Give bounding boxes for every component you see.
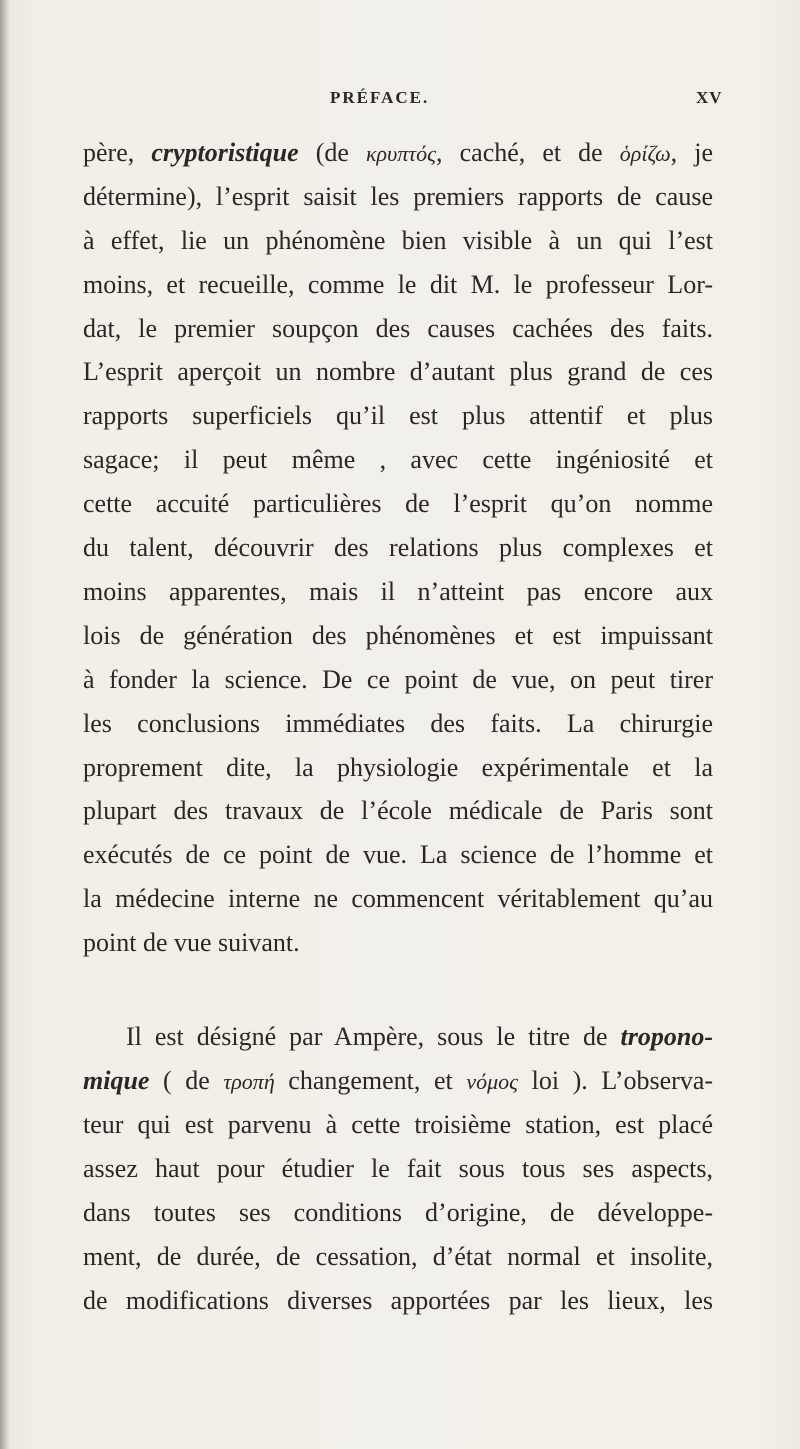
text-run: , caché, et de: [436, 138, 620, 167]
text-line: [83, 525, 713, 571]
text-run: loi ). L’observa-: [518, 1066, 714, 1095]
text-run: ment, de durée, de cessation, d’état normal et insolite,: [83, 1242, 713, 1271]
text-line: [83, 1102, 713, 1148]
text-line: [83, 349, 713, 395]
text-run: ( de: [149, 1066, 224, 1095]
text-line: [83, 262, 713, 308]
greek-word: τροπή: [223, 1069, 275, 1094]
text-run: L’esprit aperçoit un nombre d’autant plus grand de ces: [83, 357, 713, 386]
text-line: [83, 1190, 713, 1236]
binding-shadow: [0, 0, 10, 1449]
text-line: [83, 788, 713, 834]
text-run: sagace; il peut même , avec cette ingéniosité et: [83, 445, 713, 474]
running-head: [0, 88, 800, 112]
italic-term: tropono-: [620, 1022, 713, 1051]
text-line: [83, 393, 713, 439]
italic-term: cryptoristique: [151, 138, 299, 167]
text-line: [83, 306, 713, 352]
text-line: [83, 481, 713, 527]
greek-word: κρυπτός: [366, 141, 437, 166]
text-run: père,: [83, 138, 152, 167]
text-line: [83, 920, 713, 966]
text-line: [83, 174, 713, 220]
text-run: changement, et: [274, 1066, 467, 1095]
text-line: [83, 218, 713, 264]
text-run: , je: [670, 138, 713, 167]
text-line: [83, 745, 713, 791]
text-run: point de vue suivant.: [83, 928, 300, 957]
page-number: XV: [696, 88, 723, 107]
text-run: lois de génération des phénomènes et est impuissant: [83, 621, 713, 650]
running-head-title: PRÉFACE.: [330, 88, 430, 107]
text-line: [83, 701, 713, 747]
text-run: exécutés de ce point de vue. La science de l’homme et: [83, 840, 713, 869]
text-run: dans toutes ses conditions d’origine, de développe-: [83, 1198, 713, 1227]
text-line: [83, 657, 713, 703]
text-run: détermine), l’esprit saisit les premiers rapports de cause: [83, 182, 713, 211]
text-line: [83, 1234, 713, 1280]
text-line: [83, 876, 713, 922]
text-run: les conclusions immédiates des faits. La chirurgie: [83, 709, 713, 738]
text-line: [83, 1146, 713, 1192]
text-run: Il est désigné par Ampère, sous le titre de: [126, 1022, 621, 1051]
text-run: la médecine interne ne commencent véritablement qu’au: [83, 884, 713, 913]
text-line: [83, 437, 713, 483]
text-run: dat, le premier soupçon des causes cachées des faits.: [83, 314, 713, 343]
text-run: cette accuité particulières de l’esprit qu’on nomme: [83, 489, 713, 518]
text-line: [83, 1278, 713, 1324]
text-run: moins, et recueille, comme le dit M. le professeur Lor-: [83, 270, 713, 299]
text-run: assez haut pour étudier le fait sous tous ses aspects,: [83, 1154, 713, 1183]
text-line: [83, 569, 713, 615]
text-run: rapports superficiels qu’il est plus attentif et plus: [83, 401, 713, 430]
text-run: du talent, découvrir des relations plus complexes et: [83, 533, 713, 562]
text-line: [83, 130, 713, 176]
text-run: teur qui est parvenu à cette troisième station, est placé: [83, 1110, 713, 1139]
greek-word: νόμος: [466, 1069, 519, 1094]
text-run: proprement dite, la physiologie expérimentale et la: [83, 753, 713, 782]
text-run: à effet, lie un phénomène bien visible à un qui l’est: [83, 226, 713, 255]
text-run: plupart des travaux de l’école médicale de Paris sont: [83, 796, 713, 825]
text-run: de modifications diverses apportées par les lieux, les: [83, 1286, 713, 1315]
text-line: [126, 1014, 713, 1060]
text-run: moins apparentes, mais il n’atteint pas encore aux: [83, 577, 713, 606]
text-line: [83, 613, 713, 659]
italic-term: mique: [83, 1066, 150, 1095]
text-line: [83, 832, 713, 878]
text-run: (de: [298, 138, 366, 167]
text-run: à fonder la science. De ce point de vue, on peut tirer: [83, 665, 713, 694]
greek-word: ὁρίζω: [619, 141, 671, 166]
text-line: [83, 1058, 713, 1104]
